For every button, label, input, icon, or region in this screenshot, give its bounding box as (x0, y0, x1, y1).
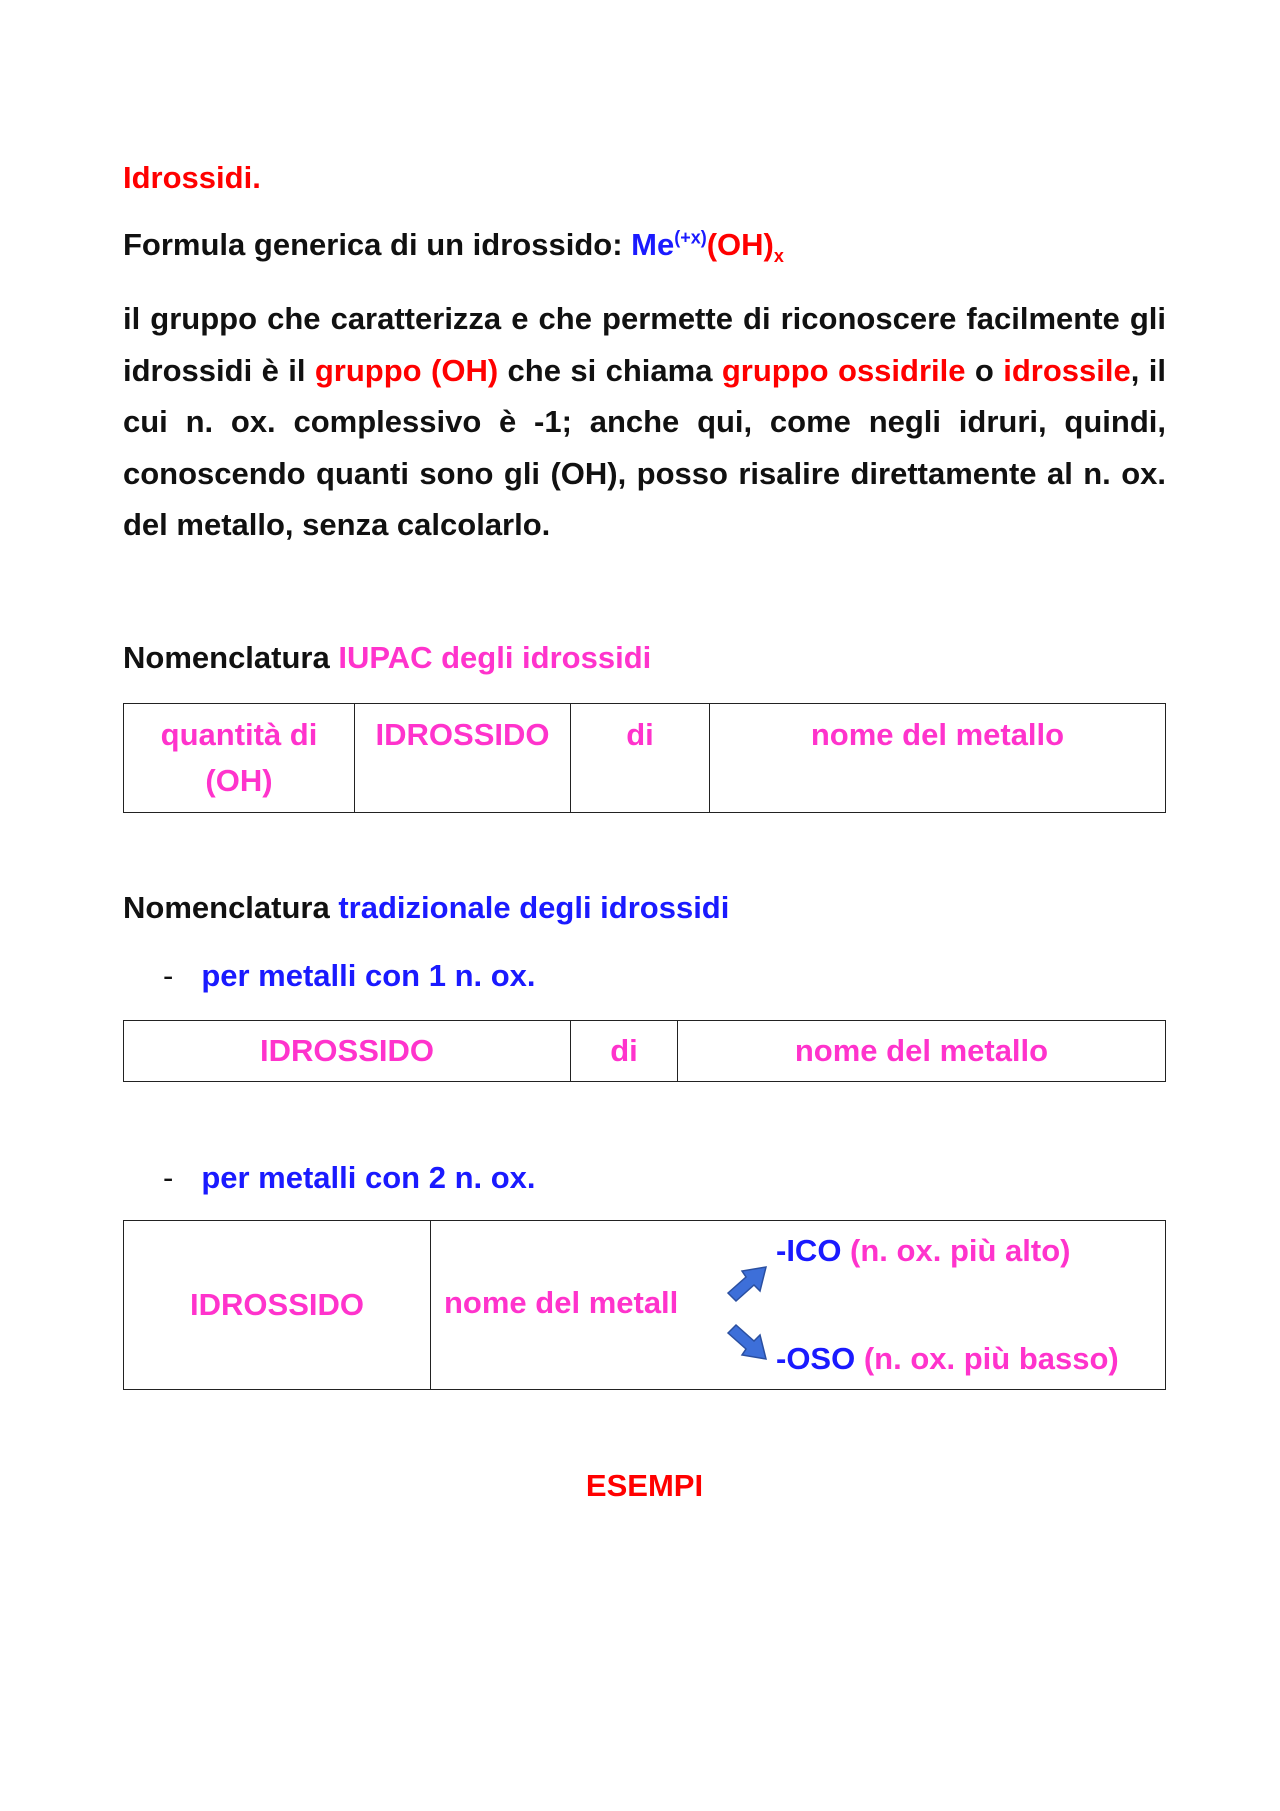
section-title: Idrossidi. (123, 160, 261, 195)
highlight-gruppo-ossidrile: gruppo ossidrile (721, 352, 966, 388)
bullet-single-ox (163, 958, 536, 994)
formula-metal: Me (631, 227, 675, 262)
ico-suffix: -ICO (776, 1233, 842, 1268)
table-cell: quantità di (OH) (124, 704, 355, 813)
intro-paragraph (123, 293, 1166, 551)
bullet-dash: - (163, 958, 174, 993)
table-row (124, 704, 1166, 813)
heading-colored: tradizionale degli idrossidi (338, 890, 730, 925)
paragraph-text: o (965, 352, 1004, 388)
oso-suffix: -OSO (776, 1341, 856, 1376)
table-row (124, 1021, 1166, 1082)
arrow-up-right-icon (724, 1263, 770, 1303)
bullet-double-ox (163, 1160, 536, 1196)
bullet-text: per metalli con 1 n. ox. (201, 958, 536, 993)
bullet-dash: - (163, 1160, 174, 1195)
paragraph-text: che si chiama (498, 352, 722, 388)
oso-suffix-label (776, 1341, 1119, 1377)
metal-name: nome del metall (444, 1285, 679, 1320)
arrow-down-right-icon (724, 1323, 770, 1363)
paragraph-text: , il cui n. ox. complessivo è -1; anche qui, come negli idruri, quindi, conoscendo quanti sono gli (OH), posso risalire direttamente al n. ox. del metallo, senza calcolarlo. (123, 352, 1166, 542)
ico-suffix-label (776, 1233, 1070, 1269)
heading-prefix: Nomenclatura (123, 640, 339, 675)
generic-formula (123, 227, 784, 267)
highlight-gruppo-oh: gruppo (OH) (314, 352, 499, 388)
heading-colored: IUPAC degli idrossidi (338, 640, 652, 675)
table-cell: nome del metallo (678, 1021, 1166, 1082)
table-cell: nome del metallo (710, 704, 1166, 813)
table-cell: IDROSSIDO (124, 1221, 431, 1389)
ico-note: (n. ox. più alto) (841, 1233, 1071, 1268)
formula-label: Formula generica di un idrossido: (123, 227, 632, 262)
single-ox-table (123, 1020, 1166, 1082)
highlight-idrossile: idrossile (1003, 352, 1131, 388)
table-cell: IDROSSIDO (355, 704, 571, 813)
iupac-heading (123, 640, 651, 676)
oso-note: (n. ox. più basso) (855, 1341, 1119, 1376)
table-cell: IDROSSIDO (124, 1021, 571, 1082)
heading-prefix: Nomenclatura (123, 890, 339, 925)
formula-hydroxyl: (OH) (706, 227, 774, 262)
bullet-text: per metalli con 2 n. ox. (201, 1160, 536, 1195)
traditional-heading (123, 890, 729, 926)
table-cell: di (571, 1021, 678, 1082)
formula-oxidation-state: (+x) (674, 227, 707, 248)
paragraph-text: il gruppo che caratterizza e che permette di riconoscere facilmente gli idrossidi è il (123, 301, 1166, 388)
iupac-table (123, 703, 1166, 813)
table-cell: di (571, 704, 710, 813)
examples-heading: ESEMPI (585, 1468, 704, 1503)
formula-subscript: x (773, 246, 784, 267)
double-ox-table (123, 1220, 1166, 1390)
